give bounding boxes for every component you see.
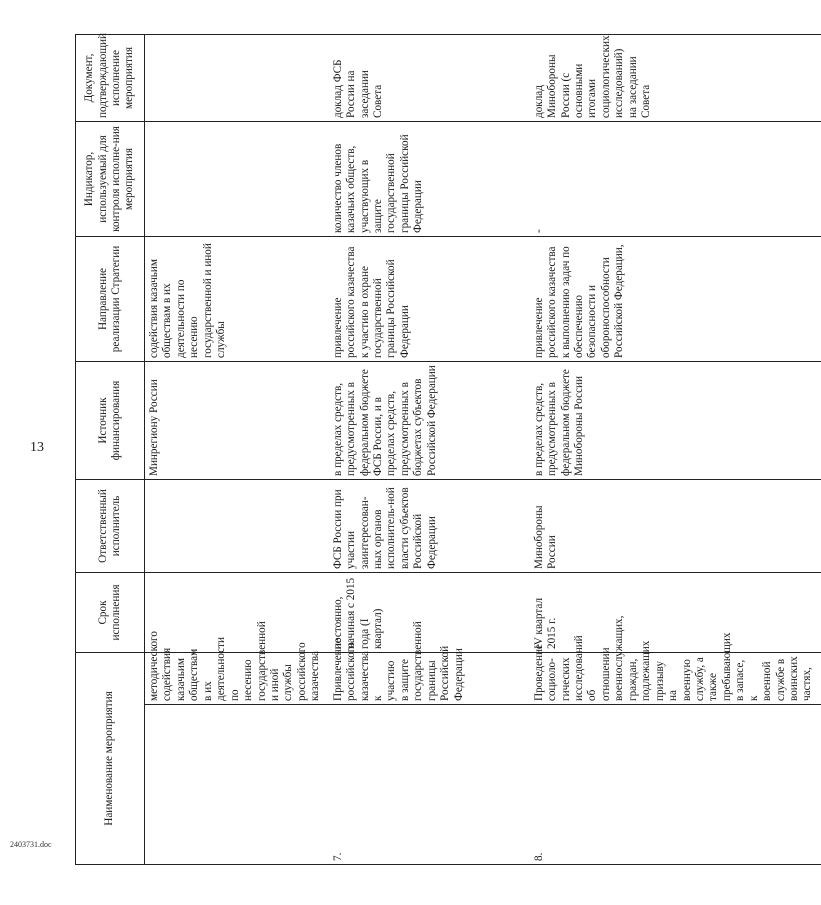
rotated-table-container xyxy=(75,33,814,865)
header-document: Документ, подтверждающий исполнение мероприятия xyxy=(76,35,145,122)
row-source: Минрегиону России xyxy=(145,362,329,480)
row-action: Привлечение российского казачества к участию в защите государственной границы Российской Федерации xyxy=(329,653,530,705)
header-action: Наименование мероприятия xyxy=(76,653,145,865)
document-file-code: 2403731.doc xyxy=(10,840,52,849)
table-header-row xyxy=(76,35,145,865)
row-deadline: IV квартал 2015 г. xyxy=(530,573,821,653)
row-action: Проведение социоло-гических исследований об отношении военнослужащих, граждан, подлежащих призыву на военную службу, а также пребывающих в запасе, к военной службе в воинских частях, xyxy=(530,653,821,705)
table-row xyxy=(329,35,530,865)
row-document: доклад Минобороны России (с основными итогами социологических исследований) на заседании Совета xyxy=(530,35,821,122)
row-number xyxy=(145,705,329,865)
header-indicator: Индикатор, используемый для контроля исполне-ния мероприятия xyxy=(76,122,145,237)
row-direction: привлечение российского казачества к участию в охране государственной границы Российской Федерации xyxy=(329,237,530,362)
row-direction: содействия казачьим обществам в их деятельности по несению государственной и иной службы xyxy=(145,237,329,362)
row-responsible xyxy=(145,480,329,573)
row-source: в пределах средств, предусмотренных в федеральном бюджете ФСБ России, и в пределах средств, предусмотренных в бюджетах субъектов Российской Федерации xyxy=(329,362,530,480)
row-source: в пределах средств, предусмотренных в федеральном бюджете Минобороны России xyxy=(530,362,821,480)
row-number: 7. xyxy=(329,705,530,865)
measures-table xyxy=(75,34,821,865)
table-row xyxy=(145,35,329,865)
page-number: 13 xyxy=(30,440,44,455)
header-source: Источник финансирования xyxy=(76,362,145,480)
row-document: доклад ФСБ России на заседании Совета xyxy=(329,35,530,122)
row-number: 8. xyxy=(530,705,821,865)
row-responsible: Минобороны России xyxy=(530,480,821,573)
header-direction: Направление реализации Стратегии xyxy=(76,237,145,362)
row-action: методического содействия казачьим обществам в их деятельности по несению государственной и иной службы российского казачества xyxy=(145,653,329,705)
header-responsible: Ответственный исполнитель xyxy=(76,480,145,573)
row-indicator: - xyxy=(530,122,821,237)
row-deadline xyxy=(145,573,329,653)
row-indicator xyxy=(145,122,329,237)
row-indicator: количество членов казачьих обществ, участвующих в защите государственной границы Российской Федерации xyxy=(329,122,530,237)
row-direction: привлечение российского казачества к выполнению задач по обеспечению безопасности и обороноспособности Российской Федерации, xyxy=(530,237,821,362)
header-deadline: Срок исполнения xyxy=(76,573,145,653)
table-row xyxy=(530,35,821,865)
row-responsible: ФСБ России при участии заинтересован-ных органов исполнитель-ной власти субъектов Российской Федерации xyxy=(329,480,530,573)
row-document xyxy=(145,35,329,122)
row-deadline: постоянно, начиная с 2015 года (I квартал) xyxy=(329,573,530,653)
